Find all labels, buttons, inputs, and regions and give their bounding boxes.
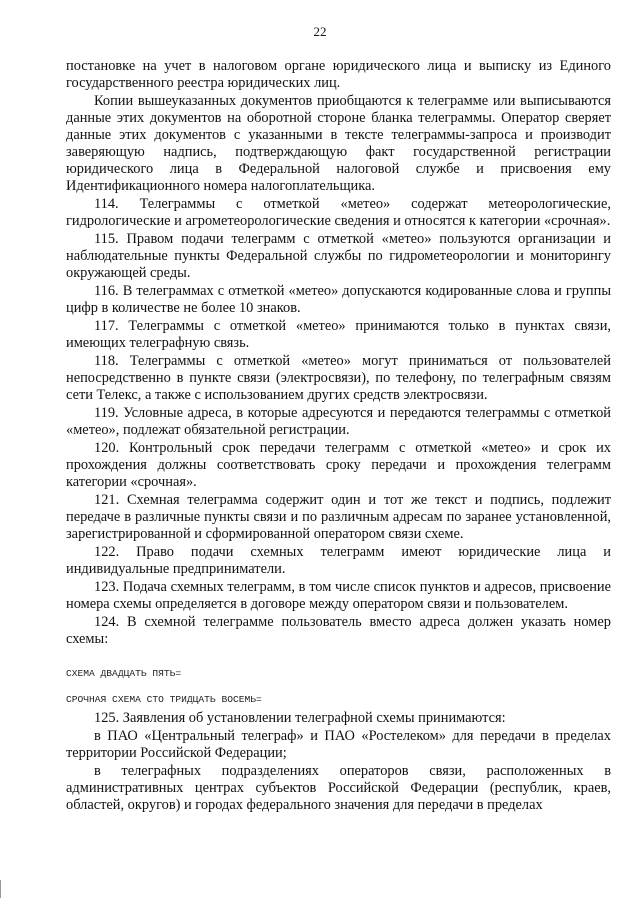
paragraph-125-item-2: в телеграфных подразделениях операторов связи, расположенных в административных центрах субъектов Российской Федерации (республик, краев, областей, округов) и городах федерального значения для передачи в пределах — [66, 763, 611, 813]
paragraph-115: 115. Правом подачи телеграмм с отметкой «метео» пользуются организации и наблюдательные пункты Федеральной службы по гидрометеорологии и мониторингу окружающей среды. — [66, 231, 611, 281]
page-number: 22 — [313, 24, 327, 39]
paragraph-120: 120. Контрольный срок передачи телеграмм с отметкой «метео» и срок их прохождения должны соответствовать сроку передачи и прохождения телеграмм категории «срочная». — [66, 440, 611, 490]
paragraph-123: 123. Подача схемных телеграмм, в том числе список пунктов и адресов, присвоение номера схемы определяется в договоре между оператором связи и пользователем. — [66, 579, 611, 612]
paragraph-122: 122. Право подачи схемных телеграмм имеют юридические лица и индивидуальные предприниматели. — [66, 544, 611, 577]
scan-edge-mark — [0, 880, 4, 898]
paragraph-116: 116. В телеграммах с отметкой «метео» допускаются кодированные слова и группы цифр в количестве не более 10 знаков. — [66, 283, 611, 316]
paragraph-119: 119. Условные адреса, в которые адресуются и передаются телеграммы с отметкой «метео», подлежат обязательной регистрации. — [66, 405, 611, 438]
paragraph-124: 124. В схемной телеграмме пользователь вместо адреса должен указать номер схемы: — [66, 614, 611, 647]
paragraph-117: 117. Телеграммы с отметкой «метео» принимаются только в пунктах связи, имеющих телеграфную связь. — [66, 318, 611, 351]
document-body — [66, 58, 611, 815]
paragraph-125: 125. Заявления об установлении телеграфной схемы принимаются: — [94, 710, 506, 726]
paragraph-118: 118. Телеграммы с отметкой «метео» могут приниматься от пользователей непосредственно в пункте связи (электросвязи), по телефону, по телеграфным связям сети Телекс, а также с использованием других средств электросвязи. — [66, 353, 611, 403]
example-scheme-1: СХЕМА ДВАДЦАТЬ ПЯТЬ= — [66, 668, 182, 679]
paragraph-continuation: постановке на учет в налоговом органе юридического лица и выписку из Единого государственного реестра юридических лиц. — [66, 58, 611, 91]
paragraph-copies: Копии вышеуказанных документов приобщаются к телеграмме или выписываются данные этих документов на оборотной стороне бланка телеграммы. Оператор сверяет данные этих документов с указанными в тексте телеграммы-запроса и производит заверяющую надпись, подтверждающую факт государственной регистрации юридического лица в Федеральной налоговой службе и присвоения ему Идентификационного номера налогоплательщика. — [66, 93, 611, 194]
example-scheme-2: СРОЧНАЯ СХЕМА СТО ТРИДЦАТЬ ВОСЕМЬ= — [66, 694, 262, 705]
paragraph-125-item-1: в ПАО «Центральный телеграф» и ПАО «Ростелеком» для передачи в пределах территории Российской Федерации; — [66, 728, 611, 761]
paragraph-121: 121. Схемная телеграмма содержит один и тот же текст и подпись, подлежит передаче в различные пункты связи и по различным адресам по заранее установленной, зарегистрированной и сформированной оператором связи схеме. — [66, 492, 611, 542]
paragraph-114: 114. Телеграммы с отметкой «метео» содержат метеорологические, гидрологические и агрометеорологические сведения и относятся к категории «срочная». — [66, 196, 611, 229]
